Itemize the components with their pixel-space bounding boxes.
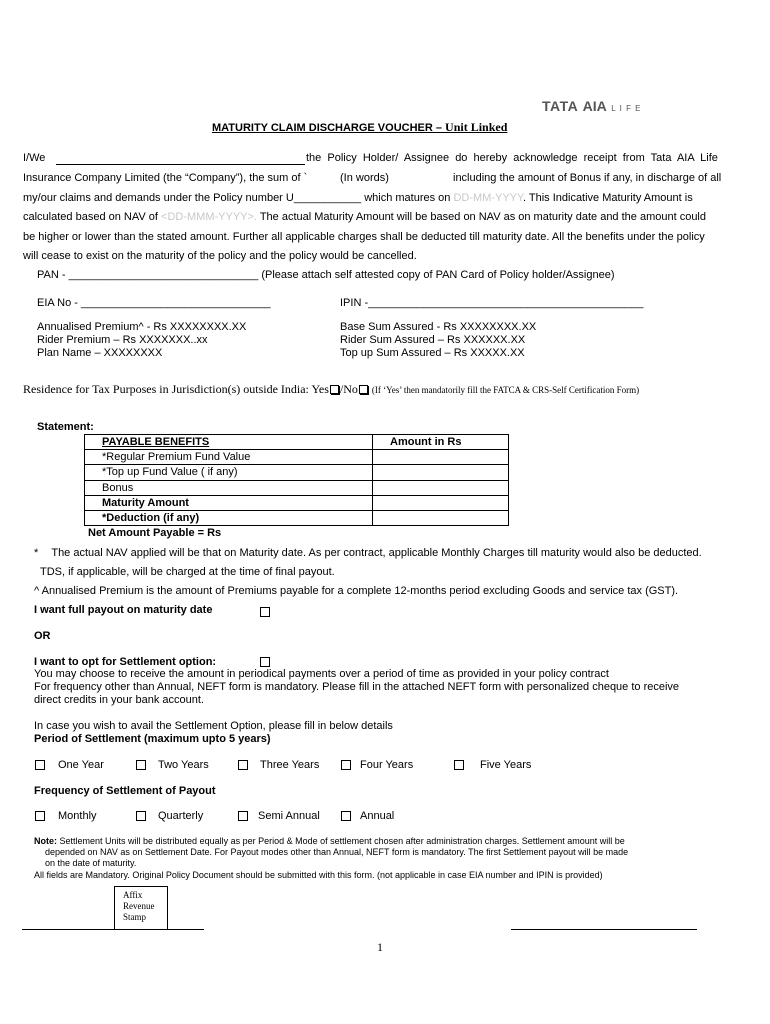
intro-nav: calculated based on NAV of <box>23 211 158 223</box>
ipin-label: IPIN - <box>340 297 369 309</box>
pan-field[interactable]: _______________________________ <box>68 269 259 281</box>
intro-line-2 <box>23 172 722 184</box>
intro-line-5: be higher or lower than the stated amount. Further all applicable charges shall be deducted till maturity date. All the benefits under the policy <box>23 231 705 243</box>
page-number: 1 <box>377 940 383 954</box>
maturity-date-placeholder: DD-MM-YYYY <box>453 192 523 204</box>
settlement-option-label: I want to opt for Settlement option: <box>34 656 217 668</box>
topup-fund-amount[interactable] <box>373 465 509 480</box>
settlement-note-3: on the date of maturity. <box>45 858 137 868</box>
logo-life: L I F E <box>611 104 642 113</box>
intro-bonus: including the amount of Bonus if any, in discharge of all <box>453 172 722 184</box>
table-row <box>85 495 509 510</box>
frequency-annual-checkbox[interactable] <box>341 811 351 821</box>
period-one-year-checkbox[interactable] <box>35 760 45 770</box>
statement-label: Statement: <box>37 421 94 433</box>
intro-sum: Insurance Company Limited (the “Company”), the sum of ` <box>23 172 308 184</box>
period-one-year-label: One Year <box>58 759 104 771</box>
table-row <box>85 480 509 495</box>
pan-note: (Please attach self attested copy of PAN Card of Policy holder/Assignee) <box>261 269 615 281</box>
note-label: Note: <box>34 836 57 846</box>
nav-note-star: * <box>34 547 39 559</box>
residence-yes-checkbox[interactable] <box>330 385 339 394</box>
period-two-years-label: Two Years <box>158 759 209 771</box>
logo-aia: AIA <box>582 98 607 114</box>
frequency-monthly-checkbox[interactable] <box>35 811 45 821</box>
full-payout-label: I want full payout on maturity date <box>34 604 213 616</box>
statement-header-row <box>85 435 509 450</box>
period-label: Period of Settlement (maximum upto 5 years) <box>34 733 271 745</box>
revenue-stamp-box <box>114 886 168 929</box>
nav-date-placeholder: <DD-MMM-YYYY>. <box>161 211 257 223</box>
company-logo <box>542 98 642 116</box>
bonus-label: Bonus <box>85 480 373 495</box>
stamp-line-1: Affix <box>123 890 143 900</box>
rider-premium: Rider Premium – Rs XXXXXXX..xx <box>37 334 208 346</box>
amount-header: Amount in Rs <box>373 435 509 450</box>
intro-line-4 <box>23 211 706 223</box>
annualised-note: ^ Annualised Premium is the amount of Premiums payable for a complete 12-months period excluding Goods and service tax (GST). <box>34 585 679 597</box>
frequency-semi-annual-label: Semi Annual <box>258 810 320 822</box>
title-sub: Unit Linked <box>445 120 508 134</box>
stamp-line-2: Revenue <box>123 901 155 911</box>
frequency-annual-label: Annual <box>360 810 395 822</box>
frequency-label: Frequency of Settlement of Payout <box>34 785 216 797</box>
maturity-amount-value[interactable] <box>373 495 509 510</box>
residence-no-text: /No <box>339 382 358 396</box>
intro-policy-number: my/our claims and demands under the Policy number U___________ which matures on <box>23 192 451 204</box>
pan-row <box>37 269 615 281</box>
intro-indicative: . This Indicative Maturity Amount is <box>522 192 693 204</box>
settlement-option-row <box>34 656 216 668</box>
settlement-desc-1: You may choose to receive the amount in periodical payments over a period of time as provided in your policy contract <box>34 668 609 680</box>
table-row <box>85 510 509 525</box>
net-amount-payable: Net Amount Payable = Rs <box>88 527 222 539</box>
table-row <box>85 450 509 465</box>
mandatory-note: All fields are Mandatory. Original Policy Document should be submitted with this form. (not applicable in case EIA number and IPIN is provided) <box>34 870 603 880</box>
settlement-note-1 <box>34 836 625 846</box>
payable-benefits-header: PAYABLE BENEFITS <box>85 435 373 450</box>
intro-actual: The actual Maturity Amount will be based on NAV as on maturity date and the amount could <box>256 211 706 223</box>
eia-label: EIA No - <box>37 297 78 309</box>
title-main: MATURITY CLAIM DISCHARGE VOUCHER – <box>212 122 446 134</box>
intro-line-3 <box>23 192 693 204</box>
name-field-line[interactable] <box>56 164 305 165</box>
stamp-line-3: Stamp <box>123 912 147 922</box>
logo-brand: TATA <box>542 98 579 114</box>
nav-note <box>34 547 702 559</box>
period-four-years-checkbox[interactable] <box>341 760 351 770</box>
rider-sum-assured: Rider Sum Assured – Rs XXXXXX.XX <box>340 334 526 346</box>
intro-line-6: will cease to exist on the maturity of the policy and the policy would be cancelled. <box>23 250 417 262</box>
frequency-monthly-label: Monthly <box>58 810 97 822</box>
regular-premium-amount[interactable] <box>373 450 509 465</box>
note-text-1: Settlement Units will be distributed equally as per Period & Mode of settlement chosen after administration charges. Settlement amount will be <box>57 836 625 846</box>
table-row <box>85 465 509 480</box>
period-five-years-label: Five Years <box>480 759 532 771</box>
eia-row <box>37 297 271 309</box>
deduction-label: *Deduction (if any) <box>85 510 373 525</box>
settlement-desc-2: For frequency other than Annual, NEFT form is mandatory. Please fill in the attached NEFT form with personalized cheque to receive <box>34 681 680 693</box>
intro-iwe: I/We <box>23 152 46 164</box>
intro-ack: the Policy Holder/ Assignee do hereby acknowledge receipt from Tata AIA Life <box>306 152 718 164</box>
plan-name: Plan Name – XXXXXXXX <box>37 347 163 359</box>
signature-line-right[interactable] <box>511 929 697 930</box>
period-two-years-checkbox[interactable] <box>136 760 146 770</box>
annualised-premium: Annualised Premium^ - Rs XXXXXXXX.XX <box>37 321 247 333</box>
ipin-row <box>340 297 643 309</box>
tds-note: TDS, if applicable, will be charged at the time of final payout. <box>40 566 335 578</box>
page-title <box>212 120 507 135</box>
topup-fund-label: *Top up Fund Value ( if any) <box>85 465 373 480</box>
full-payout-checkbox[interactable] <box>260 607 270 617</box>
residence-note: (If ‘Yes’ then mandatorily fill the FATCA & CRS-Self Certification Form) <box>371 385 640 395</box>
residence-row <box>23 382 639 397</box>
bonus-amount[interactable] <box>373 480 509 495</box>
signature-line-left[interactable] <box>22 929 204 930</box>
regular-premium-label: *Regular Premium Fund Value <box>85 450 373 465</box>
settlement-desc-3: direct credits in your bank account. <box>34 694 204 706</box>
base-sum-assured: Base Sum Assured - Rs XXXXXXXX.XX <box>340 321 537 333</box>
settlement-details-intro: In case you wish to avail the Settlement Option, please fill in below details <box>34 720 393 732</box>
frequency-quarterly-checkbox[interactable] <box>136 811 146 821</box>
deduction-amount[interactable] <box>373 510 509 525</box>
full-payout-row <box>34 604 212 616</box>
statement-table <box>84 434 509 526</box>
residence-no-checkbox[interactable] <box>359 385 368 394</box>
settlement-option-checkbox[interactable] <box>260 657 270 667</box>
frequency-semi-annual-checkbox[interactable] <box>238 811 248 821</box>
eia-field[interactable]: _______________________________ <box>81 297 271 309</box>
maturity-amount-label: Maturity Amount <box>85 495 373 510</box>
pan-label: PAN - <box>37 269 66 281</box>
intro-in-words: (In words) <box>340 172 389 184</box>
settlement-note-2: depended on NAV as on Settlement Date. For Payout modes other than Annual, NEFT form is mandatory. The first Settlement payout will be made <box>45 847 629 857</box>
residence-text: Residence for Tax Purposes in Jurisdiction(s) outside India: Yes <box>23 382 329 396</box>
period-three-years-checkbox[interactable] <box>238 760 248 770</box>
period-five-years-checkbox[interactable] <box>454 760 464 770</box>
intro-line-1 <box>23 152 739 164</box>
frequency-quarterly-label: Quarterly <box>158 810 204 822</box>
ipin-field[interactable]: _____________________________________________ <box>368 297 644 309</box>
nav-note-text: The actual NAV applied will be that on Maturity date. As per contract, applicable Monthly Charges till maturity would also be deducted. <box>51 547 702 559</box>
period-four-years-label: Four Years <box>360 759 414 771</box>
topup-sum-assured: Top up Sum Assured – Rs XXXXX.XX <box>340 347 525 359</box>
or-label: OR <box>34 630 51 642</box>
period-three-years-label: Three Years <box>260 759 320 771</box>
